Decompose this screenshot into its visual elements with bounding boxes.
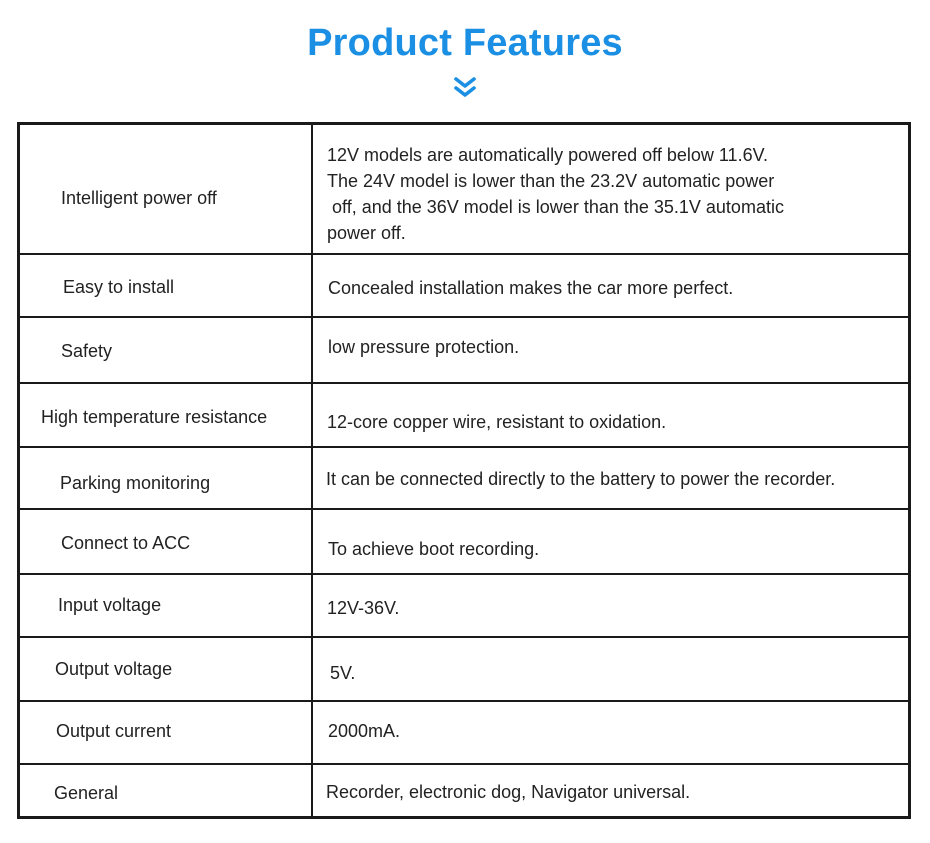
table-row <box>20 765 908 819</box>
feature-label: Easy to install <box>63 277 175 297</box>
feature-description: low pressure protection. <box>328 337 520 357</box>
table-row <box>20 255 908 318</box>
feature-description: 12V-36V. <box>327 598 400 618</box>
column-divider <box>311 384 313 446</box>
feature-label: Parking monitoring <box>60 473 211 493</box>
feature-label: High temperature resistance <box>41 407 268 427</box>
table-row <box>20 318 908 384</box>
column-divider <box>311 510 313 573</box>
column-divider <box>311 575 313 636</box>
feature-label: Connect to ACC <box>61 533 191 553</box>
feature-label: Safety <box>61 341 113 361</box>
feature-description: 12V models are automatically powered off below 11.6V. The 24V model is lower than the 23.2V automatic power off, and the 36V model is lower than the 35.1V automatic power off. <box>327 145 784 243</box>
table-row <box>20 702 908 765</box>
column-divider <box>311 448 313 508</box>
feature-label: Output voltage <box>55 659 173 679</box>
table-row <box>20 125 908 255</box>
feature-description: It can be connected directly to the battery to power the recorder. <box>326 469 836 489</box>
feature-label: General <box>54 783 119 803</box>
feature-label: Input voltage <box>58 595 162 615</box>
column-divider <box>311 765 313 819</box>
feature-description: 2000mA. <box>328 721 401 741</box>
table-row <box>20 510 908 575</box>
table-row <box>20 575 908 638</box>
features-table <box>17 122 911 819</box>
feature-description: 12-core copper wire, resistant to oxidation. <box>327 412 667 432</box>
column-divider <box>311 125 313 253</box>
feature-description: To achieve boot recording. <box>328 539 540 559</box>
table-row <box>20 638 908 702</box>
column-divider <box>311 318 313 382</box>
column-divider <box>311 638 313 700</box>
feature-label: Output current <box>56 721 172 741</box>
double-chevron-down-icon <box>452 76 478 100</box>
page-title: Product Features <box>307 22 623 64</box>
feature-label: Intelligent power off <box>61 188 217 208</box>
feature-description: 5V. <box>330 663 356 683</box>
feature-description: Recorder, electronic dog, Navigator universal. <box>326 782 691 802</box>
table-row <box>20 384 908 448</box>
column-divider <box>311 255 313 316</box>
column-divider <box>311 702 313 763</box>
table-row <box>20 448 908 510</box>
feature-description: Concealed installation makes the car more perfect. <box>328 278 734 298</box>
